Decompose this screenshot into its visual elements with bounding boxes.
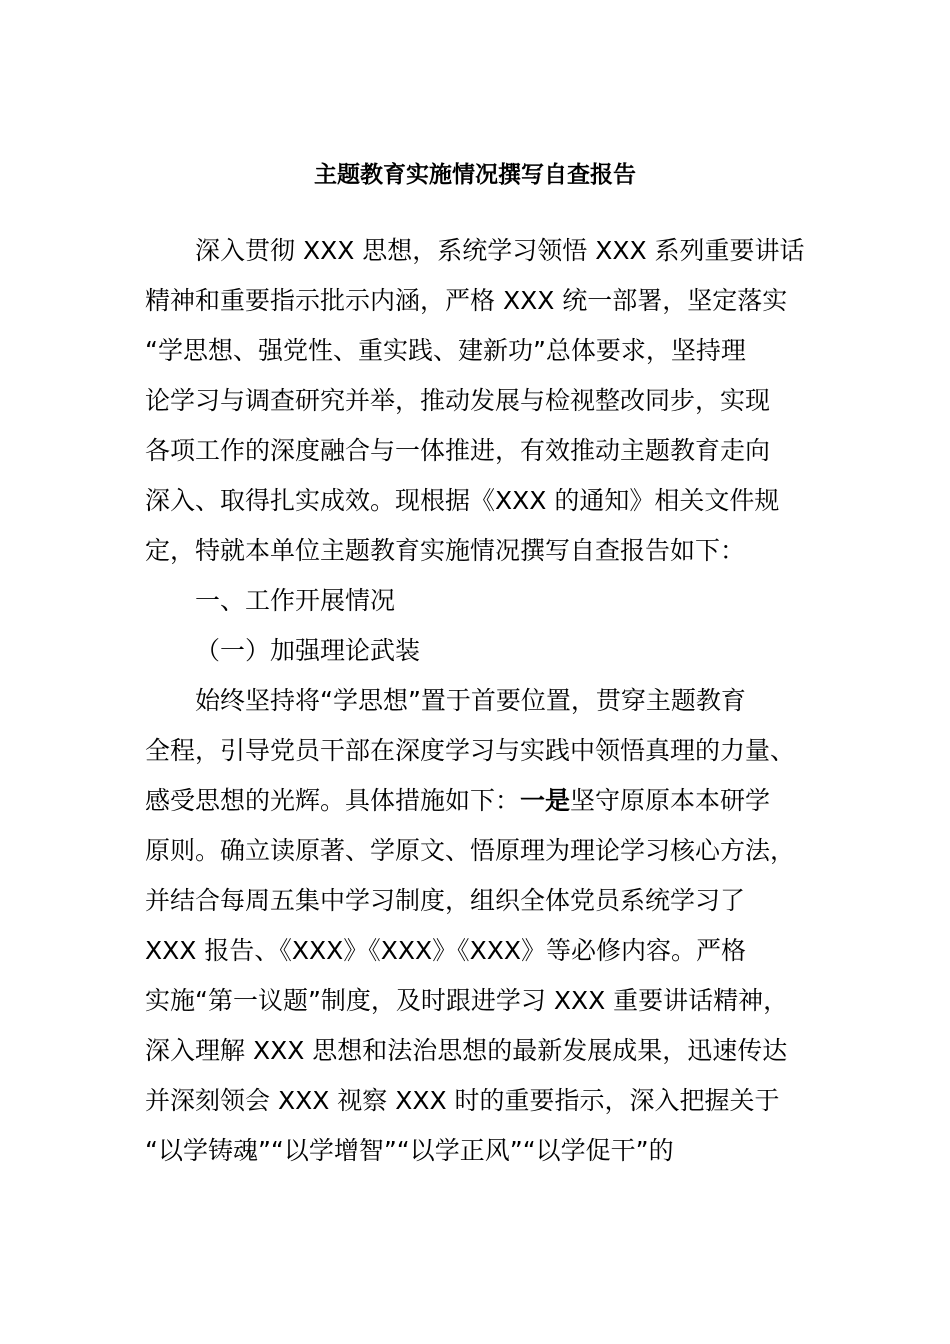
paragraph-line: 实施“第一议题”制度，及时跟进学习 XXX 重要讲话精神， [145,986,789,1015]
paragraph-line: 深入贯彻 XXX 思想，系统学习领悟 XXX 系列重要讲话 [195,236,805,265]
paragraph-line: “学思想、强党性、重实践、建新功”总体要求，坚持理 [145,336,746,365]
paragraph-line: 论学习与调查研究并举，推动发展与检视整改同步，实现 [145,386,771,415]
paragraph-line: “以学铸魂”“以学增智”“以学正风”“以学促干”的 [145,1136,674,1165]
bold-marker: 一是 [520,786,571,815]
paragraph-line: 定，特就本单位主题教育实施情况撰写自查报告如下： [145,536,746,565]
paragraph-line: 并结合每周五集中学习制度，组织全体党员系统学习了 [145,886,746,915]
section-heading: 一、工作开展情况 [195,586,396,615]
paragraph-line: 各项工作的深度融合与一体推进，有效推动主题教育走向 [145,436,771,465]
subsection-heading: （一）加强理论武装 [195,636,421,665]
paragraph-text: 感受思想的光辉。具体措施如下： [145,786,521,815]
paragraph-line: 全程，引导党员干部在深度学习与实践中领悟真理的力量、 [145,736,796,765]
paragraph-line-mixed [145,783,770,819]
paragraph-line: 原则。确立读原著、学原文、悟原理为理论学习核心方法， [145,836,796,865]
paragraph-line: 深入理解 XXX 思想和法治思想的最新发展成果，迅速传达 [145,1036,788,1065]
paragraph-line: XXX 报告、《XXX》《XXX》《XXX》等必修内容。严格 [145,936,746,965]
paragraph-line: 并深刻领会 XXX 视察 XXX 时的重要指示，深入把握关于 [145,1086,780,1115]
paragraph-line: 始终坚持将“学思想”置于首要位置，贯穿主题教育 [195,686,746,715]
paragraph-line: 精神和重要指示批示内涵，严格 XXX 统一部署，坚定落实 [145,286,788,315]
paragraph-text: 坚守原原本本研学 [570,786,771,815]
document-title: 主题教育实施情况撰写自查报告 [314,162,636,188]
paragraph-line: 深入、取得扎实成效。现根据《XXX 的通知》相关文件规 [145,486,780,515]
